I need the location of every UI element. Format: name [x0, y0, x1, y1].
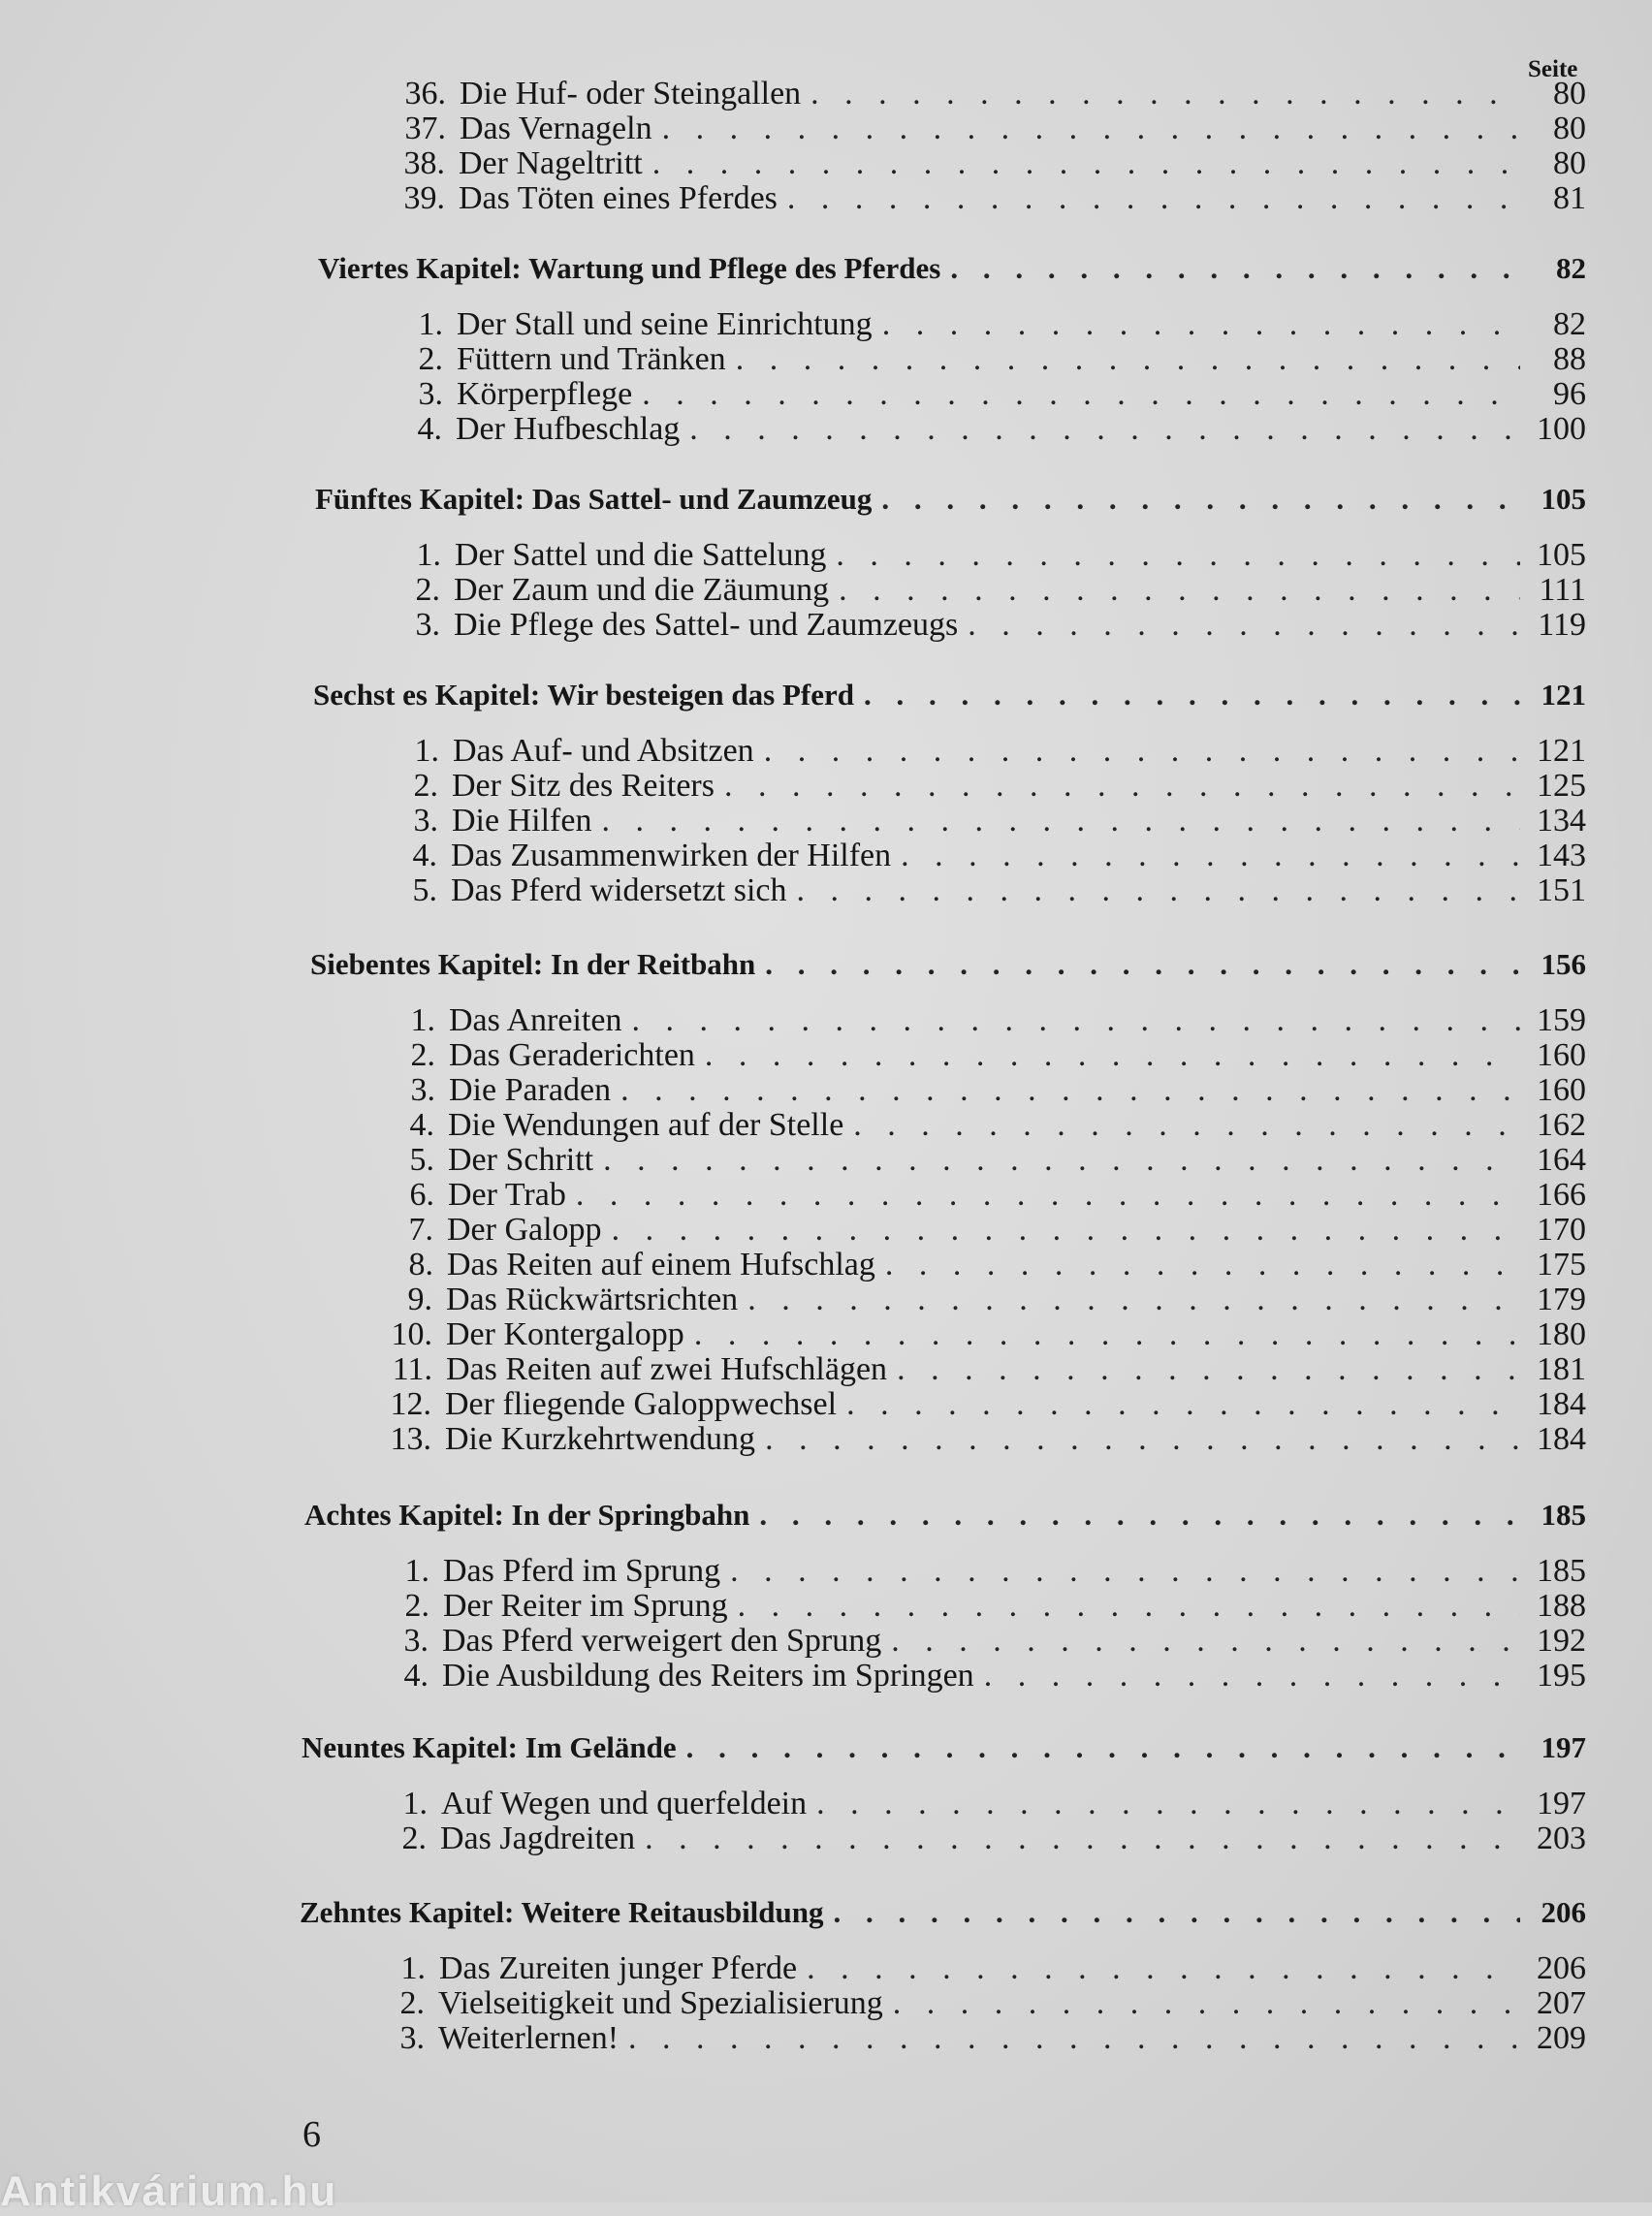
- section-title: Der Kontergalopp: [446, 1316, 684, 1352]
- chapter-entry: [313, 677, 1586, 713]
- page-reference: 185: [1541, 1498, 1586, 1532]
- dot-leader: [759, 1497, 1520, 1534]
- section-title: Das Vernageln: [460, 111, 652, 146]
- chapter-title: Sechst es Kapitel: Wir besteigen das Pferd: [313, 678, 854, 712]
- chapter-title: Siebentes Kapitel: In der Reitbahn: [310, 947, 756, 981]
- dot-leader: [603, 1142, 1520, 1179]
- section-entry: [376, 1107, 1586, 1144]
- dot-leader: [628, 2020, 1520, 2057]
- dot-leader: [662, 111, 1520, 147]
- section-title: Körperpflege: [457, 376, 633, 412]
- page-reference: 184: [1537, 1386, 1586, 1422]
- page-reference: 105: [1541, 482, 1586, 516]
- section-number: 38.: [403, 145, 445, 181]
- section-title: Die Pflege des Sattel- und Zaumzeugs: [454, 607, 959, 643]
- section-entry: [368, 1820, 1586, 1857]
- section-title: Das Pferd widersetzt sich: [451, 872, 787, 908]
- section-title: Die Ausbildung des Reiters im Springen: [442, 1658, 974, 1694]
- section-number: 13.: [390, 1421, 431, 1457]
- section-number: 4.: [412, 838, 437, 873]
- section-title: Auf Wegen und querfeldein: [441, 1786, 808, 1821]
- page-number: 6: [302, 2114, 321, 2155]
- chapter-title: Viertes Kapitel: Wartung und Pflege des Pferdes: [318, 251, 941, 285]
- section-entry: [374, 1351, 1586, 1388]
- page-reference: 188: [1537, 1588, 1586, 1624]
- dot-leader: [694, 1316, 1520, 1353]
- dot-leader: [730, 1553, 1520, 1590]
- page-reference: 181: [1537, 1351, 1586, 1387]
- section-entry: [371, 1588, 1586, 1625]
- section-number: 2.: [415, 572, 440, 608]
- section-number: 1.: [400, 1950, 426, 1986]
- page-reference: 197: [1537, 1786, 1586, 1821]
- section-entry: [375, 1212, 1586, 1249]
- dot-leader: [738, 1588, 1520, 1625]
- dot-leader: [816, 1786, 1520, 1822]
- chapter-entry: [315, 481, 1586, 518]
- section-number: 2.: [399, 1985, 425, 2021]
- section-entry: [382, 607, 1586, 644]
- dot-leader: [645, 1820, 1520, 1857]
- page-reference: 80: [1553, 145, 1586, 181]
- dot-leader: [652, 145, 1520, 182]
- section-entry: [385, 341, 1586, 378]
- section-title: Die Hilfen: [452, 803, 592, 839]
- dot-leader: [724, 768, 1520, 805]
- page-reference: 159: [1537, 1002, 1586, 1038]
- page-reference: 156: [1541, 947, 1586, 981]
- section-entry: [380, 803, 1586, 839]
- dot-leader: [642, 376, 1520, 413]
- page-reference: 206: [1541, 1895, 1586, 1929]
- section-number: 1.: [416, 537, 441, 573]
- section-entry: [366, 1985, 1586, 2022]
- section-entry: [384, 411, 1586, 448]
- section-entry: [370, 1623, 1586, 1660]
- section-entry: [370, 1658, 1586, 1694]
- chapter-title: Achtes Kapitel: In der Springbahn: [304, 1498, 750, 1532]
- dot-leader: [612, 1212, 1520, 1249]
- dot-leader: [736, 341, 1520, 378]
- dot-leader: [576, 1177, 1520, 1214]
- page-reference: 164: [1537, 1142, 1586, 1178]
- section-title: Der Reiter im Sprung: [443, 1588, 728, 1624]
- section-number: 3.: [413, 803, 438, 839]
- dot-leader: [853, 1107, 1520, 1144]
- section-number: 7.: [408, 1212, 433, 1248]
- page-reference: 179: [1537, 1282, 1586, 1317]
- section-title: Das Pferd verweigert den Sprung: [442, 1623, 882, 1659]
- section-number: 2.: [418, 341, 443, 377]
- section-title: Das Geraderichten: [449, 1037, 695, 1073]
- page-reference: 184: [1537, 1421, 1586, 1457]
- page-reference: 170: [1537, 1212, 1586, 1248]
- section-number: 4.: [403, 1658, 429, 1694]
- section-title: Der Schritt: [448, 1142, 594, 1178]
- section-title: Das Zureiten junger Pferde: [439, 1950, 798, 1986]
- section-entry: [385, 306, 1586, 343]
- section-number: 4.: [409, 1107, 434, 1143]
- section-entry: [388, 76, 1586, 112]
- dot-leader: [864, 677, 1520, 713]
- page-reference: 96: [1553, 376, 1586, 412]
- page-reference: 143: [1537, 838, 1586, 873]
- dot-leader: [950, 250, 1520, 287]
- section-number: 3.: [399, 2020, 425, 2056]
- section-entry: [366, 2020, 1586, 2057]
- section-number: 12.: [390, 1386, 431, 1422]
- section-title: Das Jagdreiten: [440, 1820, 636, 1856]
- section-number: 2.: [404, 1588, 429, 1624]
- section-title: Das Zusammenwirken der Hilfen: [451, 838, 892, 873]
- dot-leader: [893, 1985, 1520, 2022]
- chapter-title: Fünftes Kapitel: Das Sattel- und Zaumzeug: [315, 482, 873, 516]
- chapter-title: Zehntes Kapitel: Weitere Reitausbildung: [300, 1895, 824, 1929]
- section-number: 6.: [409, 1177, 434, 1213]
- page-reference: 209: [1537, 2020, 1586, 2056]
- dot-leader: [891, 1623, 1520, 1660]
- section-number: 10.: [391, 1316, 432, 1352]
- page-reference: 175: [1537, 1247, 1586, 1282]
- dot-leader: [765, 946, 1520, 983]
- section-entry: [387, 145, 1586, 182]
- dot-leader: [705, 1037, 1520, 1074]
- section-entry: [385, 376, 1586, 413]
- section-entry: [369, 1786, 1586, 1822]
- dot-leader: [807, 1950, 1520, 1987]
- section-title: Der Sitz des Reiters: [452, 768, 715, 804]
- section-title: Das Reiten auf zwei Hufschlägen: [446, 1351, 888, 1387]
- page-reference: 121: [1541, 678, 1586, 712]
- dot-leader: [882, 306, 1520, 343]
- section-number: 36.: [404, 76, 446, 111]
- section-number: 1.: [414, 733, 439, 769]
- page-reference: 197: [1541, 1730, 1586, 1764]
- dot-leader: [897, 1351, 1520, 1388]
- dot-leader: [689, 411, 1520, 448]
- page-reference: 119: [1538, 607, 1586, 643]
- section-title: Der Trab: [448, 1177, 566, 1213]
- section-entry: [367, 1950, 1586, 1987]
- page-reference: 203: [1537, 1820, 1586, 1856]
- page-reference: 185: [1537, 1553, 1586, 1589]
- page-column-label: Seite: [1528, 56, 1578, 82]
- section-entry: [371, 1553, 1586, 1590]
- section-title: Die Wendungen auf der Stelle: [448, 1107, 844, 1143]
- section-entry: [383, 537, 1586, 574]
- section-title: Der Stall und seine Einrichtung: [457, 306, 873, 342]
- section-number: 3.: [403, 1623, 429, 1659]
- dot-leader: [968, 607, 1520, 644]
- page-reference: 81: [1553, 180, 1586, 216]
- section-number: 37.: [404, 111, 446, 146]
- page-reference: 192: [1537, 1623, 1586, 1659]
- section-title: Das Reiten auf einem Hufschlag: [447, 1247, 875, 1282]
- dot-leader: [901, 838, 1520, 874]
- section-title: Der Sattel und die Sattelung: [455, 537, 827, 573]
- chapter-entry: [300, 1894, 1586, 1931]
- section-number: 1.: [404, 1553, 429, 1589]
- page-reference: 88: [1553, 341, 1586, 377]
- dot-leader: [881, 481, 1520, 518]
- section-number: 3.: [418, 376, 443, 412]
- section-entry: [374, 1316, 1586, 1353]
- section-title: Der Galopp: [447, 1212, 602, 1248]
- page-reference: 80: [1553, 111, 1586, 146]
- dot-leader: [836, 537, 1520, 574]
- page-reference: 160: [1537, 1037, 1586, 1073]
- page-reference: 111: [1539, 572, 1586, 608]
- section-title: Der fliegende Galoppwechsel: [445, 1386, 838, 1422]
- chapter-entry: [302, 1729, 1586, 1766]
- section-entry: [379, 872, 1586, 909]
- section-number: 4.: [417, 411, 442, 447]
- chapter-entry: [318, 250, 1586, 287]
- page-reference: 160: [1537, 1072, 1586, 1108]
- section-title: Der Hufbeschlag: [456, 411, 681, 447]
- section-number: 9.: [407, 1282, 432, 1317]
- page-reference: 180: [1537, 1316, 1586, 1352]
- dot-leader: [846, 1386, 1520, 1423]
- page-reference: 134: [1537, 803, 1586, 839]
- dot-leader: [601, 803, 1520, 839]
- section-title: Das Rückwärtsrichten: [446, 1282, 739, 1317]
- section-title: Vielseitigkeit und Spezialisierung: [438, 1985, 883, 2021]
- section-title: Weiterlernen!: [438, 2020, 620, 2056]
- section-entry: [374, 1282, 1586, 1318]
- section-entry: [377, 1037, 1586, 1074]
- section-entry: [373, 1386, 1586, 1423]
- page-reference: 82: [1553, 306, 1586, 342]
- section-title: Der Zaum und die Zäumung: [454, 572, 830, 608]
- dot-leader: [764, 733, 1520, 770]
- dot-leader: [839, 572, 1520, 609]
- section-number: 8.: [408, 1247, 433, 1282]
- page-reference: 121: [1537, 733, 1586, 769]
- section-title: Die Huf- oder Steingallen: [460, 76, 802, 111]
- section-entry: [387, 180, 1586, 217]
- page-reference: 195: [1537, 1658, 1586, 1694]
- section-entry: [381, 733, 1586, 770]
- section-entry: [375, 1247, 1586, 1283]
- section-entry: [380, 768, 1586, 805]
- page-reference: 80: [1553, 76, 1586, 111]
- section-entry: [377, 1002, 1586, 1039]
- section-number: 3.: [410, 1072, 435, 1108]
- chapter-entry: [310, 946, 1586, 983]
- section-title: Das Töten eines Pferdes: [459, 180, 778, 216]
- page-reference: 125: [1537, 768, 1586, 804]
- section-title: Das Pferd im Sprung: [443, 1553, 721, 1589]
- section-number: 2.: [410, 1037, 435, 1073]
- section-entry: [377, 1072, 1586, 1109]
- section-entry: [388, 111, 1586, 147]
- section-title: Das Auf- und Absitzen: [453, 733, 754, 769]
- section-number: 2.: [413, 768, 438, 804]
- section-number: 5.: [412, 872, 437, 908]
- section-title: Füttern und Tränken: [457, 341, 726, 377]
- dot-leader: [797, 872, 1520, 909]
- dot-leader: [787, 180, 1520, 217]
- section-entry: [376, 1142, 1586, 1179]
- dot-leader: [620, 1072, 1520, 1109]
- section-title: Der Nageltritt: [459, 145, 643, 181]
- section-entry: [373, 1421, 1586, 1458]
- section-number: 1.: [402, 1786, 428, 1821]
- section-title: Die Paraden: [449, 1072, 612, 1108]
- page-reference: 82: [1556, 251, 1586, 285]
- chapter-title: Neuntes Kapitel: Im Gelände: [302, 1730, 677, 1764]
- section-number: 5.: [409, 1142, 434, 1178]
- page-reference: 100: [1537, 411, 1586, 447]
- watermark: Antikvárium.hu: [0, 2168, 338, 2215]
- page-reference: 162: [1537, 1107, 1586, 1143]
- dot-leader: [686, 1729, 1520, 1766]
- section-number: 39.: [403, 180, 445, 216]
- section-entry: [379, 838, 1586, 874]
- page-reference: 207: [1537, 1985, 1586, 2021]
- dot-leader: [834, 1894, 1520, 1931]
- dot-leader: [747, 1282, 1520, 1318]
- section-number: 2.: [401, 1820, 427, 1856]
- chapter-entry: [304, 1497, 1586, 1534]
- page-reference: 105: [1537, 537, 1586, 573]
- section-number: 1.: [418, 306, 443, 342]
- section-number: 11.: [392, 1351, 432, 1387]
- dot-leader: [984, 1658, 1520, 1694]
- dot-leader: [885, 1247, 1520, 1283]
- dot-leader: [631, 1002, 1520, 1039]
- page-reference: 166: [1537, 1177, 1586, 1213]
- section-title: Das Anreiten: [449, 1002, 622, 1038]
- section-entry: [376, 1177, 1586, 1214]
- section-number: 1.: [410, 1002, 435, 1038]
- page-reference: 151: [1537, 872, 1586, 908]
- section-entry: [382, 572, 1586, 609]
- dot-leader: [765, 1421, 1520, 1458]
- page-reference: 206: [1537, 1950, 1586, 1986]
- dot-leader: [810, 76, 1520, 112]
- section-number: 3.: [415, 607, 440, 643]
- section-title: Die Kurzkehrtwendung: [445, 1421, 756, 1457]
